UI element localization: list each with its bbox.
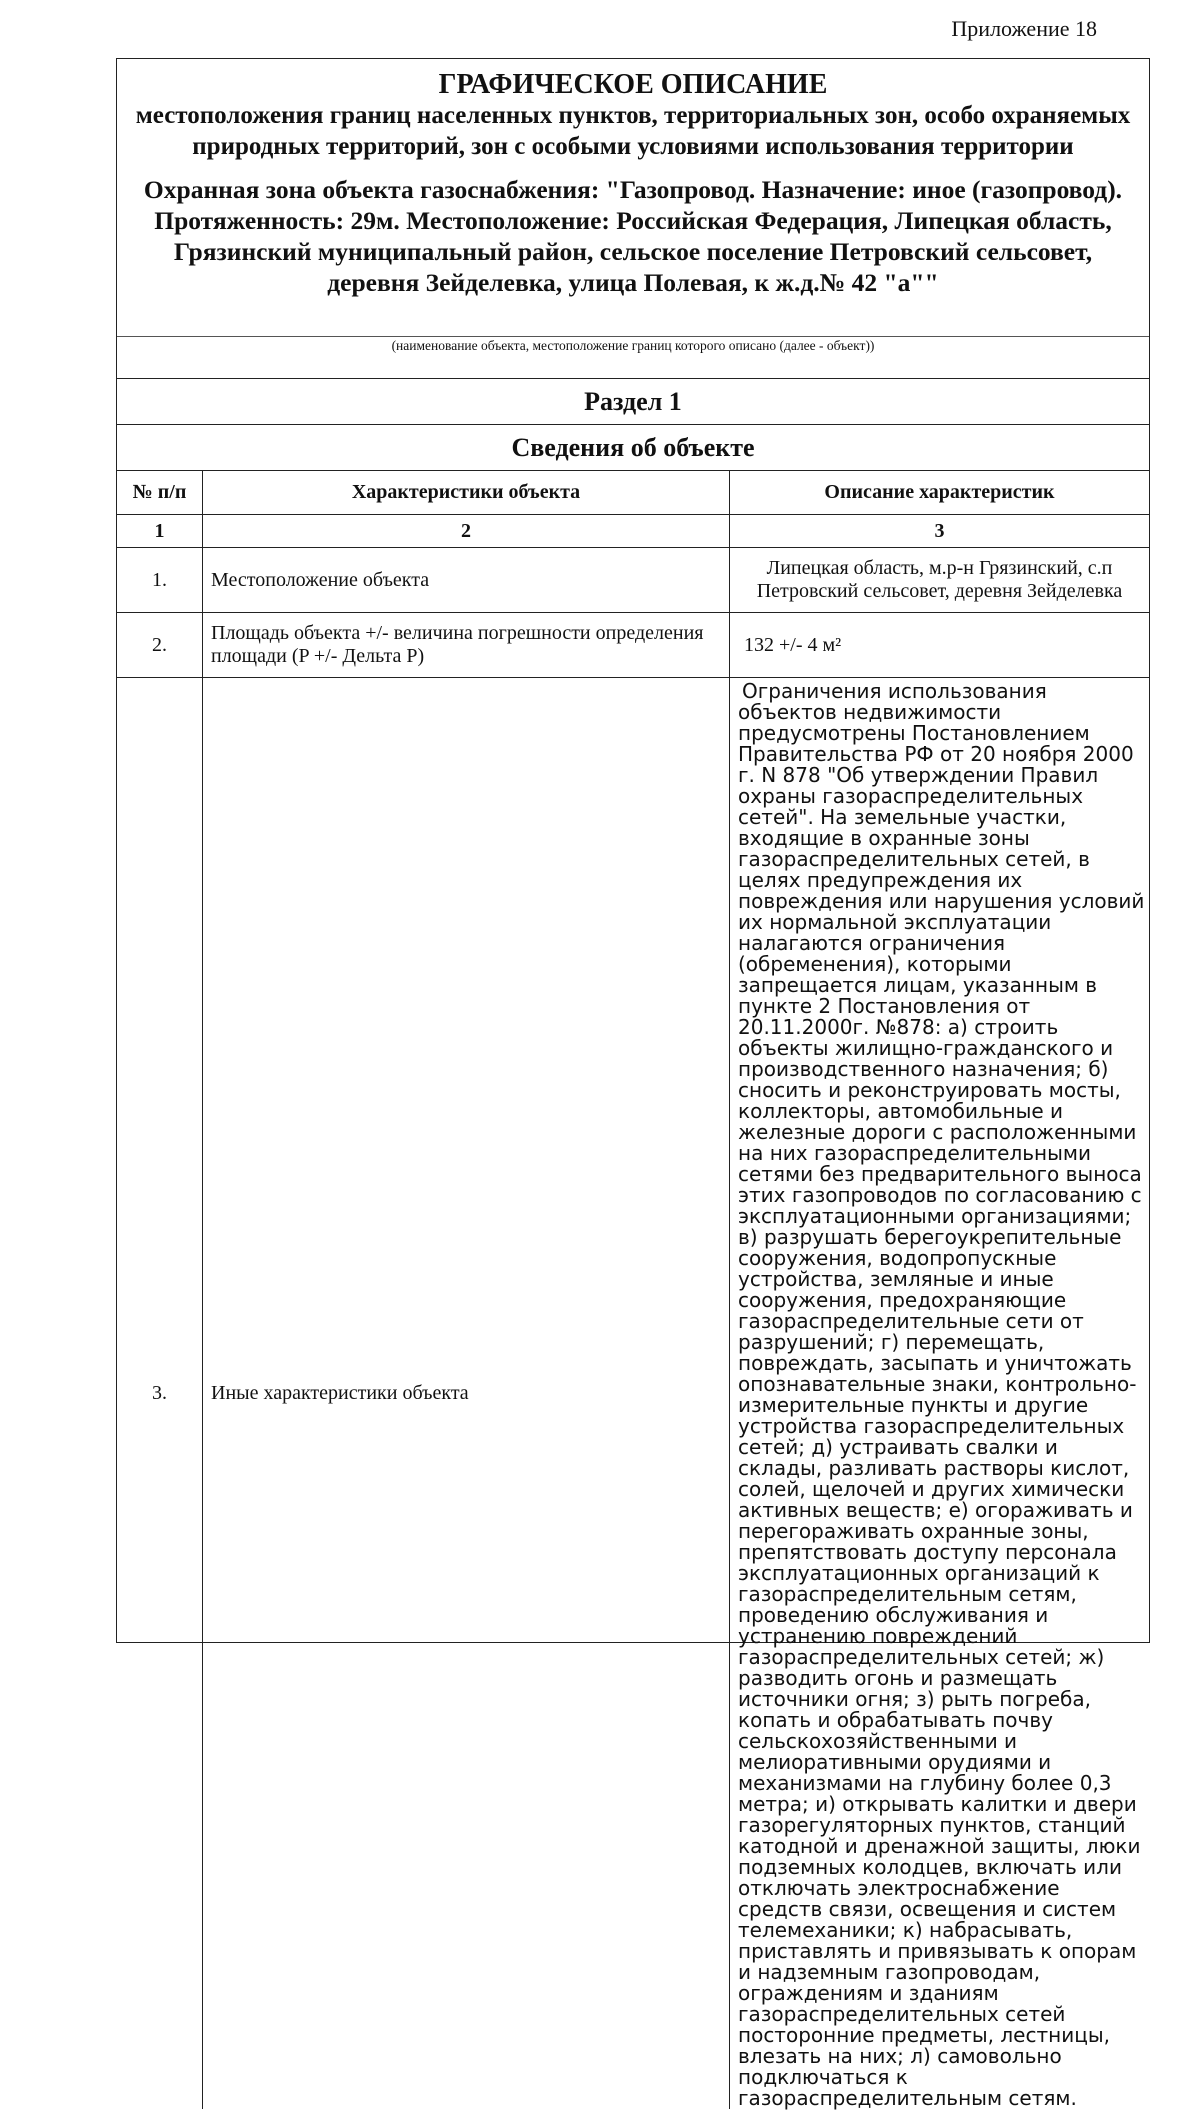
row-characteristic: Местоположение объекта bbox=[203, 548, 730, 613]
column-number-cell: 2 bbox=[203, 515, 730, 548]
row-characteristic: Иные характеристики объекта bbox=[203, 678, 730, 2110]
document-subtitle: местоположения границ населенных пунктов, территориальных зон, особо охраняемых природных территорий, зон с особыми условиями использования территории bbox=[135, 102, 1131, 160]
row-description: 132 +/- 4 м² bbox=[730, 613, 1150, 678]
object-name: Охранная зона объекта газоснабжения: "Газопровод. Назначение: иное (газопровод). Протяженность: 29м. Местоположение: Российская Федерация, Липецкая область, Грязинский муниципальный район, сельское поселение Петровский сельсовет, деревня Зейделевка, улица Полевая, к ж.д.№ 42 "а"" bbox=[143, 175, 1123, 297]
column-number-cell: 1 bbox=[117, 515, 203, 548]
row-number: 3. bbox=[117, 678, 203, 2110]
table-header-row bbox=[117, 471, 1149, 515]
section-number: Раздел 1 bbox=[117, 379, 1149, 425]
restrictions-text: Ограничения использования объектов недвижимости предусмотрены Постановлением Правительства РФ от 20 ноября 2000 г. N 878 "Об утверждении Правил охраны газораспределительных сетей". На земельные участки, входящие в охранные зоны газораспределительных сетей, в целях предупреждения их повреждения или нарушения условий их нормальной эксплуатации налагаются ограничения (обременения), которыми запрещается лицам, указанным в пункте 2 Постановления от 20.11.2000г. №878: а) строить объекты жилищно-гражданского и производственного назначения; б) сносить и реконструировать мосты, коллекторы, автомобильные и железные дороги с расположенными на них газораспределительными сетями без предварительного выноса этих газопроводов по согласованию с эксплуатационными организациями; в) разрушать берегоукрепительные сооружения, водопропускные устройства, земляные и иные сооружения, предохраняющие газораспределительные сети от разрушений; г) перемещать, повреждать, засыпать и уничтожать опознавательные знаки, контрольно-измерительные пункты и другие устройства газораспределительных сетей; д) устраивать свалки и склады, разливать растворы кислот, солей, щелочей и других химически активных веществ; е) огораживать и перегораживать охранные зоны, препятствовать доступу персонала эксплуатационных организаций к газораспределительным сетям, проведению обслуживания и устранению повреждений газораспределительных сетей; ж) разводить огонь и размещать источники огня; з) рыть погреба, копать и обрабатывать почву сельскохозяйственными и мелиоративными орудиями и механизмами на глубину более 0,3 метра; и) открывать калитки и двери газорегуляторных пунктов, станций катодной и дренажной защиты, люки подземных колодцев, включать или отключать электроснабжение средств связи, освещения и систем телемеханики; к) набрасывать, приставлять и привязывать к опорам и надземным газопроводам, ограждениям и зданиям газораспределительных сетей посторонние предметы, лестницы, влезать на них; л) самовольно подключаться к газораспределительным сетям. bbox=[738, 679, 1145, 2110]
object-info-table bbox=[117, 471, 1149, 2109]
header-cell-characteristic: Характеристики объекта bbox=[203, 471, 730, 515]
header-cell-description: Описание характеристик bbox=[730, 471, 1150, 515]
column-number-cell: 3 bbox=[730, 515, 1150, 548]
row-number: 1. bbox=[117, 548, 203, 613]
document-header bbox=[117, 59, 1149, 336]
row-characteristic: Площадь объекта +/- величина погрешности определения площади (P +/- Дельта P) bbox=[203, 613, 730, 678]
table-row bbox=[117, 678, 1149, 2110]
row-description bbox=[730, 678, 1150, 2110]
appendix-label: Приложение 18 bbox=[951, 16, 1097, 41]
table-row bbox=[117, 613, 1149, 678]
document-frame bbox=[116, 58, 1150, 2110]
table-row bbox=[117, 548, 1149, 613]
row-number: 2. bbox=[117, 613, 203, 678]
header-cell-number: № п/п bbox=[117, 471, 203, 515]
document-title: ГРАФИЧЕСКОЕ ОПИСАНИЕ bbox=[438, 69, 828, 100]
row-description: Липецкая область, м.р-н Грязинский, с.п Петровский сельсовет, деревня Зейделевка bbox=[730, 548, 1150, 613]
section-title: Сведения об объекте bbox=[117, 425, 1149, 471]
object-caption: (наименование объекта, местоположение границ которого описано (далее - объект)) bbox=[117, 336, 1149, 379]
column-number-row bbox=[117, 515, 1149, 548]
